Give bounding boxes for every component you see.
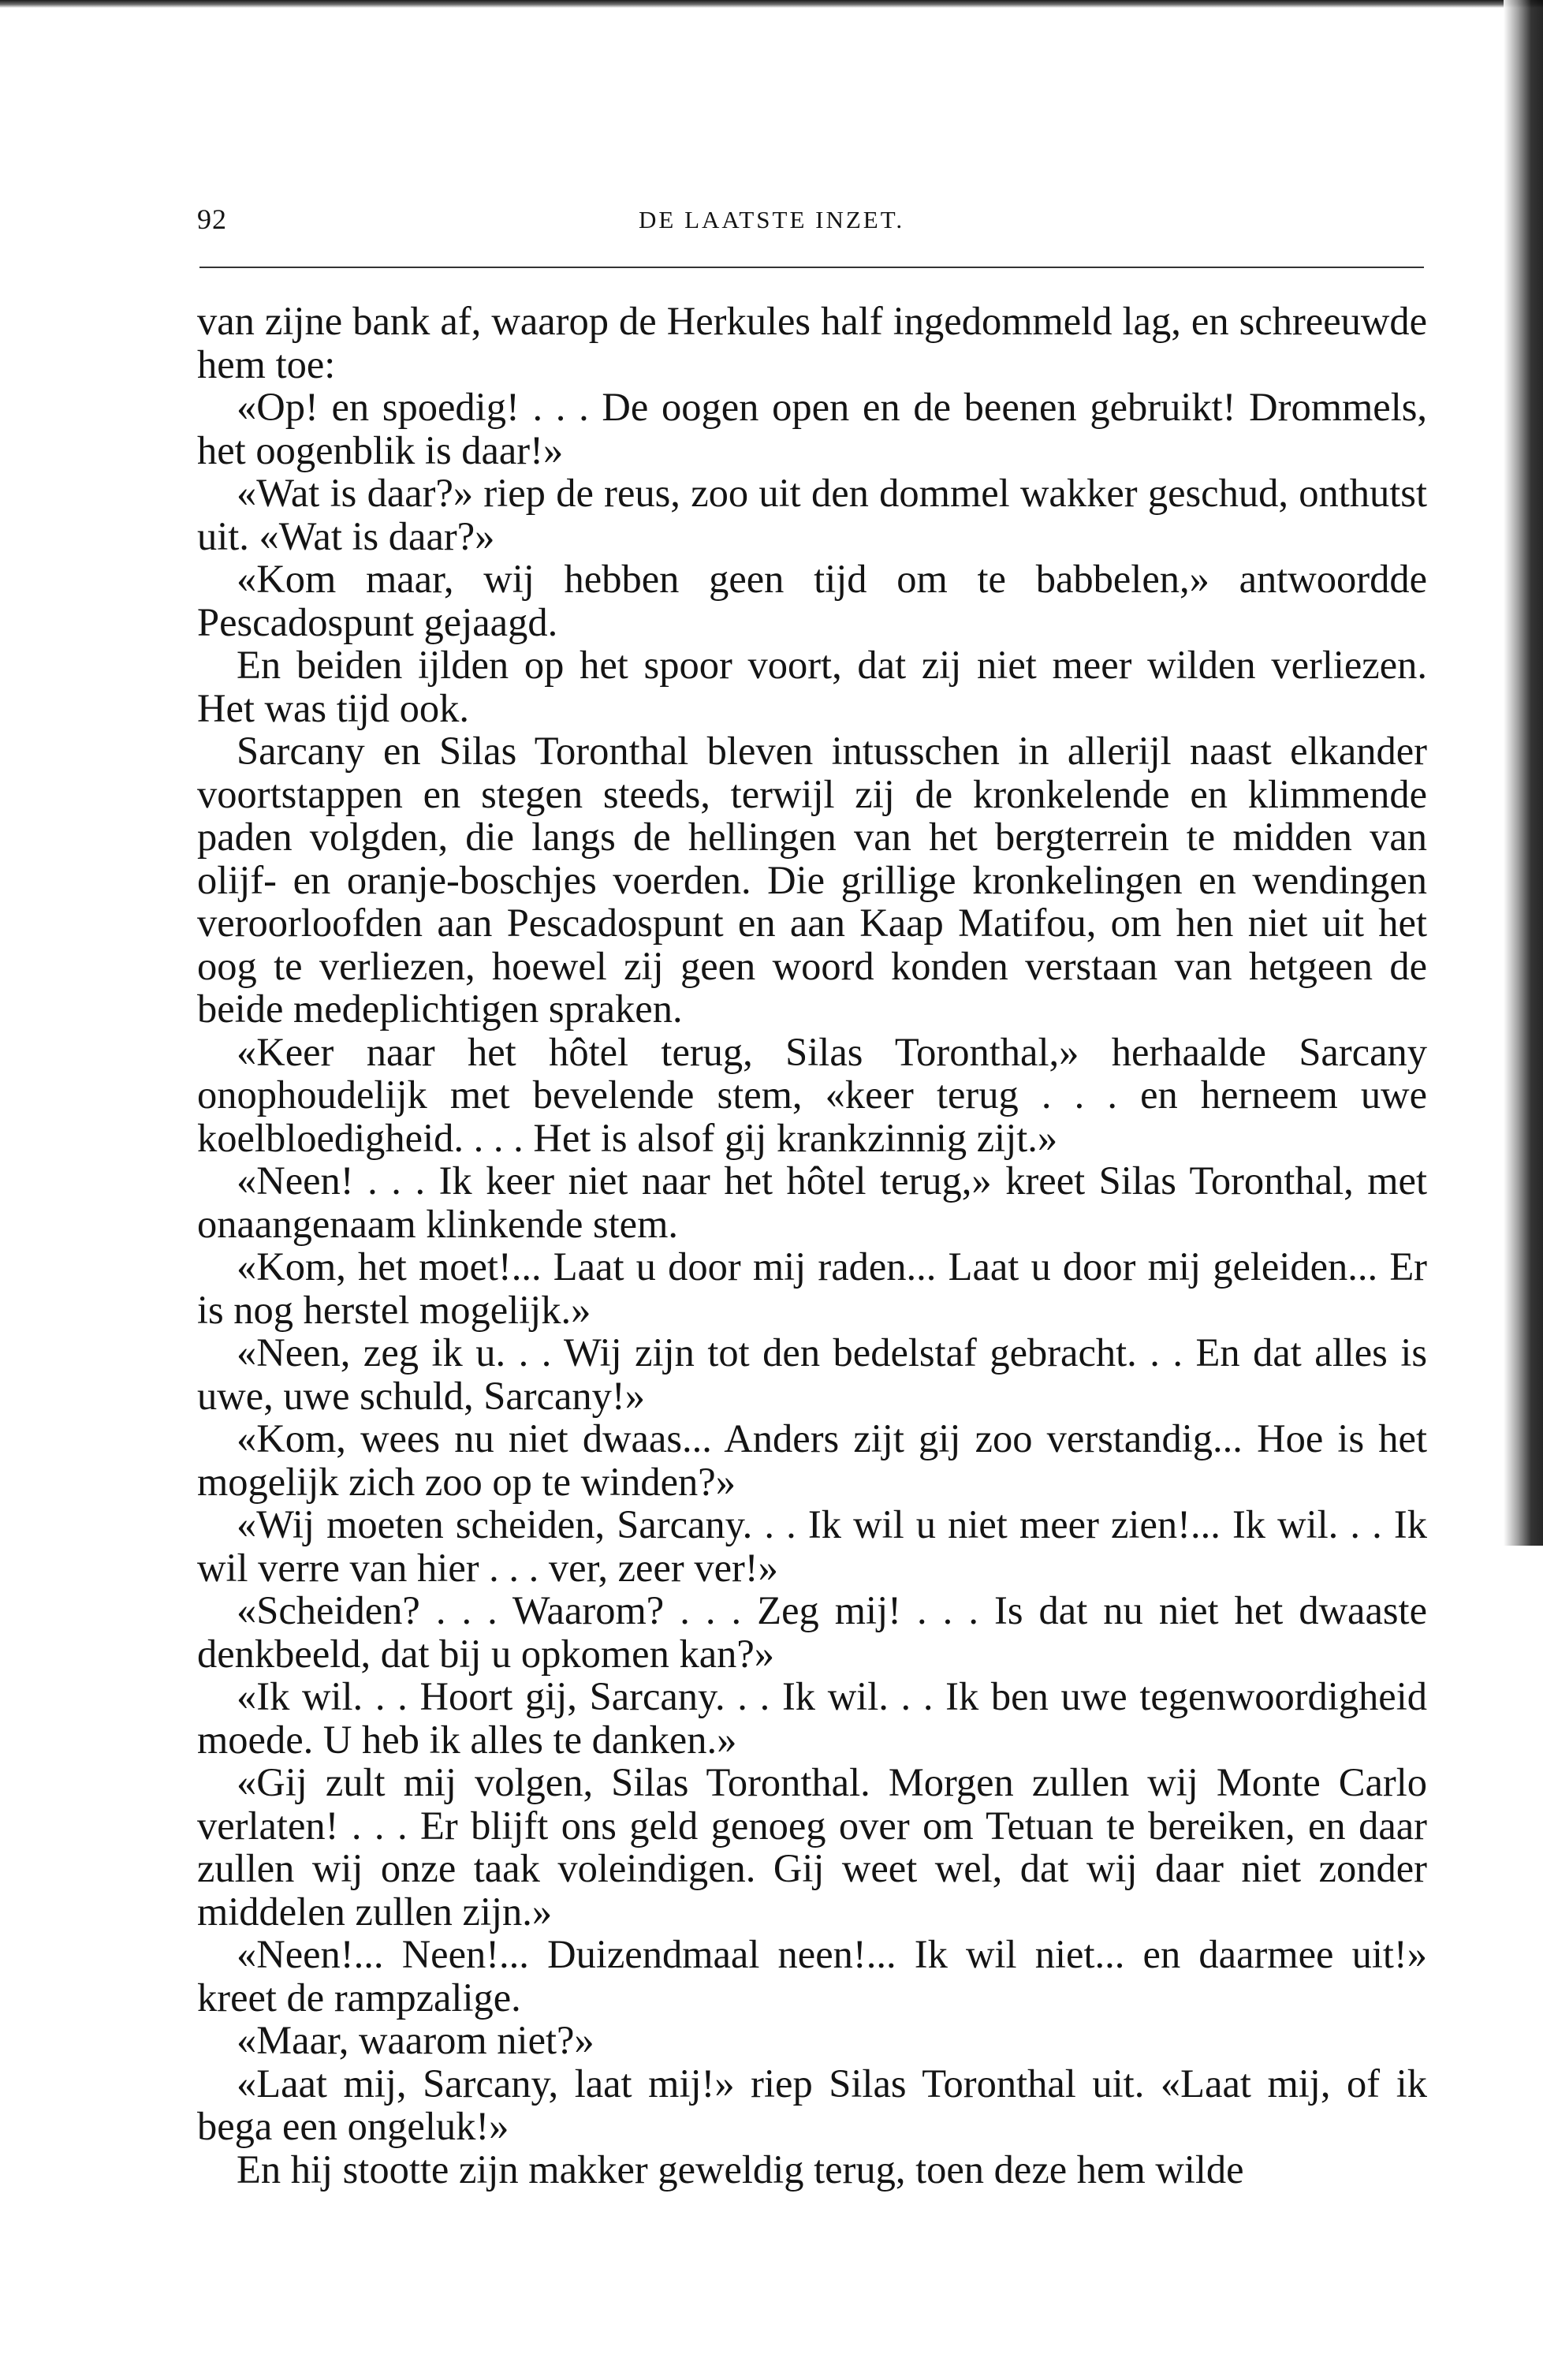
paragraph: «Op! en spoedig! . . . De oogen open en de beenen gebruikt! Drommels, het oogenblik is daar!» bbox=[197, 385, 1427, 472]
paragraph: «Keer naar het hôtel terug, Silas Toronthal,» herhaalde Sarcany onophoudelijk met bevelende stem, «keer terug . . . en herneem uwe koelbloedigheid. . . . Het is alsof gij krankzinnig zijt.» bbox=[197, 1029, 1427, 1160]
paragraph: «Scheiden? . . . Waarom? . . . Zeg mij! . . . Is dat nu niet het dwaaste denkbeeld, dat bij u opkomen kan?» bbox=[197, 1588, 1427, 1676]
paragraph: «Wat is daar?» riep de reus, zoo uit den dommel wakker geschud, onthutst uit. «Wat is daar?» bbox=[197, 471, 1427, 558]
paragraph: «Kom maar, wij hebben geen tijd om te babbelen,» antwoordde Pescadospunt gejaagd. bbox=[197, 557, 1427, 644]
page-number: 92 bbox=[197, 203, 227, 235]
paragraph: Sarcany en Silas Toronthal bleven intusschen in allerijl naast elkander voortstappen en stegen steeds, terwijl zij de kronkelende en klimmende paden volgden, die langs de hellingen van het bergterrein te midden van olijf- en oranje-boschjes voerden. Die grillige kronkelingen en wendingen veroorloofden aan Pescadospunt en aan Kaap Matifou, om hen niet uit het oog te verliezen, hoewel zij geen woord konden verstaan van hetgeen de beide medeplichtigen spraken. bbox=[197, 729, 1427, 1031]
paragraph: «Maar, waarom niet?» bbox=[237, 2018, 594, 2062]
paragraph: «Neen! . . . Ik keer niet naar het hôtel terug,» kreet Silas Toronthal, met onaangenaam klinkende stem. bbox=[197, 1158, 1427, 1246]
paragraph: van zijne bank af, waarop de Herkules half ingedommeld lag, en schreeuwde hem toe: bbox=[197, 299, 1427, 386]
paragraph: En hij stootte zijn makker geweldig terug, toen deze hem wilde bbox=[237, 2147, 1244, 2192]
paragraph: «Wij moeten scheiden, Sarcany. . . Ik wil u niet meer zien!... Ik wil. . . Ik wil verre van hier . . . ver, zeer ver!» bbox=[197, 1502, 1427, 1590]
paragraph: «Neen, zeg ik u. . . Wij zijn tot den bedelstaf gebracht. . . En dat alles is uwe, uwe schuld, Sarcany!» bbox=[197, 1330, 1427, 1418]
page-binding-shadow bbox=[1504, 0, 1543, 1546]
page-header bbox=[197, 203, 1425, 251]
paragraph: «Laat mij, Sarcany, laat mij!» riep Silas Toronthal uit. «Laat mij, of ik bega een ongeluk!» bbox=[197, 2061, 1427, 2148]
paragraph: «Ik wil. . . Hoort gij, Sarcany. . . Ik wil. . . Ik ben uwe tegenwoordigheid moede. U heb ik alles te danken.» bbox=[197, 1674, 1427, 1762]
paragraph: «Kom, het moet!... Laat u door mij raden... Laat u door mij geleiden... Er is nog herstel mogelijk.» bbox=[197, 1244, 1427, 1332]
paragraph: «Neen!... Neen!... Duizendmaal neen!... Ik wil niet... en daarmee uit!» kreet de rampzalige. bbox=[197, 1932, 1427, 2020]
page-top-edge-shadow bbox=[0, 0, 1543, 8]
header-rule bbox=[199, 267, 1424, 268]
paragraph: «Gij zult mij volgen, Silas Toronthal. Morgen zullen wij Monte Carlo verlaten! . . . Er blijft ons geld genoeg over om Tetuan te bereiken, en daar zullen wij onze taak voleindigen. Gij weet wel, dat wij daar niet zonder middelen zullen zijn.» bbox=[197, 1760, 1427, 1934]
body-text bbox=[197, 300, 1427, 2191]
paragraph: En beiden ijlden op het spoor voort, dat zij niet meer wilden verliezen. Het was tijd ook. bbox=[197, 643, 1427, 730]
running-title: DE LAATSTE INZET. bbox=[639, 206, 905, 233]
paragraph: «Kom, wees nu niet dwaas... Anders zijt gij zoo verstandig... Hoe is het mogelijk zich zoo op te winden?» bbox=[197, 1416, 1427, 1504]
